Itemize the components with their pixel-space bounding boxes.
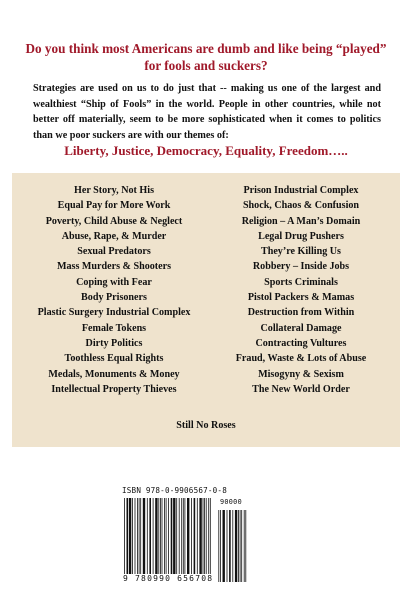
barcode-bar bbox=[179, 498, 180, 574]
barcode-bar bbox=[124, 498, 125, 574]
barcode-bar bbox=[129, 498, 131, 574]
barcode-bar bbox=[210, 498, 211, 574]
barcode-bar bbox=[153, 498, 154, 574]
topic-item: Sexual Predators bbox=[77, 246, 151, 258]
topics-left-column bbox=[20, 183, 208, 397]
topic-item: Contracting Vultures bbox=[255, 337, 347, 349]
barcode-bar bbox=[149, 498, 151, 574]
topic-item: Religion – A Man’s Domain bbox=[241, 215, 361, 227]
barcode-bar bbox=[132, 498, 133, 574]
topic-item: Destruction from Within bbox=[247, 307, 355, 319]
barcode-bar bbox=[164, 498, 165, 574]
barcode-bars bbox=[124, 498, 248, 582]
barcode-bar bbox=[181, 498, 182, 574]
barcode-bar bbox=[140, 498, 141, 574]
barcode-bar bbox=[244, 510, 245, 582]
barcode-bar bbox=[162, 498, 163, 574]
topic-item: Poverty, Child Abuse & Neglect bbox=[45, 215, 183, 227]
barcode-bar bbox=[183, 498, 184, 574]
topic-item: Plastic Surgery Industrial Complex bbox=[37, 307, 191, 319]
topic-item: Shock, Chaos & Confusion bbox=[242, 200, 360, 212]
barcode-bar bbox=[238, 510, 239, 582]
themes-line: Liberty, Justice, Democracy, Equality, Freedom….. bbox=[64, 143, 348, 158]
cover-question: Do you think most Americans are dumb and like being “played” for fools and suckers? bbox=[25, 41, 387, 73]
price-addon: 90000 bbox=[220, 498, 242, 506]
topic-item: Toothless Equal Rights bbox=[64, 353, 164, 365]
topic-item: They’re Killing Us bbox=[260, 246, 341, 258]
barcode-bar bbox=[208, 498, 209, 574]
barcode-bar bbox=[197, 498, 198, 574]
barcode-bar bbox=[203, 498, 204, 574]
topic-item: Dirty Politics bbox=[85, 337, 143, 349]
barcode-bar bbox=[168, 498, 169, 574]
barcode-bar bbox=[137, 498, 138, 574]
barcode-bar bbox=[176, 498, 177, 574]
barcode-bar bbox=[185, 498, 186, 574]
topic-item: Misogyny & Sexism bbox=[258, 368, 344, 380]
topic-item: Abuse, Rape, & Murder bbox=[61, 230, 167, 242]
barcode-bar bbox=[245, 510, 246, 582]
barcode-bar bbox=[135, 498, 136, 574]
topic-item: Prison Industrial Complex bbox=[243, 185, 359, 196]
barcode-bar bbox=[187, 498, 189, 574]
topics-right-column bbox=[208, 183, 394, 397]
topic-item: Equal Pay for More Work bbox=[57, 200, 171, 212]
barcode-bar bbox=[232, 510, 233, 582]
topic-item: Sports Criminals bbox=[264, 276, 338, 288]
barcode-bar bbox=[166, 498, 167, 574]
barcode-bar bbox=[227, 510, 228, 582]
barcode-bar bbox=[241, 510, 242, 582]
barcode-bar bbox=[194, 498, 196, 574]
barcode-bar bbox=[235, 510, 237, 582]
barcode-bar bbox=[199, 498, 201, 574]
barcode-bar bbox=[160, 498, 161, 574]
topic-item: The New World Order bbox=[252, 383, 350, 395]
barcode-bar bbox=[220, 510, 221, 582]
barcode-bar bbox=[240, 510, 241, 582]
ean-number: 9 780990 656708 bbox=[123, 574, 214, 583]
isbn-text: ISBN 978-0-9906567-0-8 bbox=[122, 486, 227, 495]
barcode-bar bbox=[127, 498, 129, 574]
barcode-bar bbox=[204, 498, 205, 574]
topic-item: Female Tokens bbox=[81, 322, 147, 334]
barcode-bar bbox=[171, 498, 173, 574]
barcode-bar bbox=[173, 498, 175, 574]
topic-item: Intellectual Property Thieves bbox=[51, 383, 177, 395]
topic-item: Medals, Monuments & Money bbox=[48, 368, 180, 380]
topic-item: Body Prisoners bbox=[81, 292, 147, 304]
topic-item: Collateral Damage bbox=[260, 322, 342, 334]
intro-paragraph: Strategies are used on us to do just that -- making us one of the largest and wealthiest “Ship of Fools” in the world. People in other countries, while not better off materially, seem to be more sophisticated when it comes to politics than we poor suckers are with our themes of: bbox=[33, 83, 381, 141]
barcode-bar bbox=[229, 510, 231, 582]
topic-item: Legal Drug Pushers bbox=[258, 230, 344, 242]
barcode-bar bbox=[206, 498, 207, 574]
barcode-bar bbox=[223, 510, 225, 582]
barcode-bar bbox=[155, 498, 157, 574]
topics-panel bbox=[12, 173, 400, 447]
topic-item: Her Story, Not His bbox=[74, 185, 154, 196]
topic-item: Robbery – Inside Jobs bbox=[252, 261, 350, 273]
barcode-bar bbox=[218, 510, 219, 582]
barcode-bar bbox=[191, 498, 192, 574]
topic-item: Coping with Fear bbox=[76, 276, 152, 288]
barcode-bar bbox=[158, 498, 159, 574]
topic-item: Mass Murders & Shooters bbox=[56, 261, 172, 273]
closing-line: Still No Roses bbox=[176, 420, 236, 431]
topic-item: Pistol Packers & Mamas bbox=[247, 292, 355, 304]
topic-item: Fraud, Waste & Lots of Abuse bbox=[235, 353, 367, 365]
barcode-bar bbox=[147, 498, 148, 574]
barcode-bar bbox=[139, 498, 140, 574]
barcode-bar bbox=[143, 498, 145, 574]
